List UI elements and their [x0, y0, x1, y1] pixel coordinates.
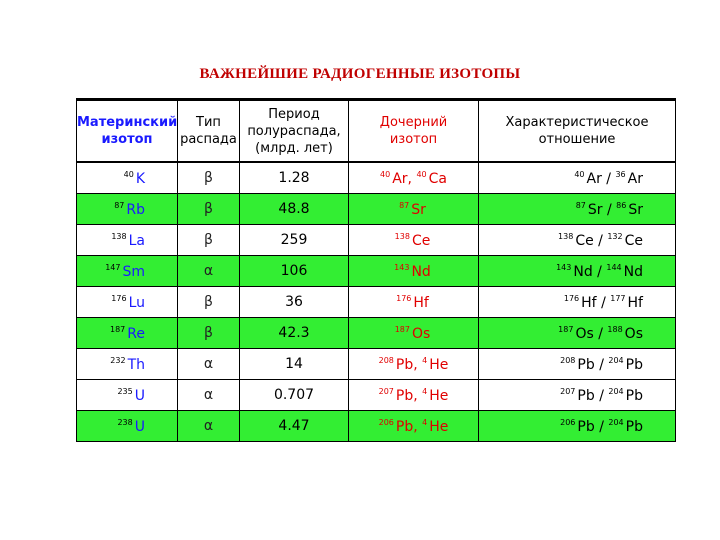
parent-isotope-cell — [77, 349, 178, 380]
half-life-value: 42.3 — [278, 325, 310, 341]
ratio-slash: / — [601, 170, 616, 187]
parent-element-symbol: K — [135, 170, 145, 187]
half-life-value: 106 — [280, 263, 308, 279]
header-ratio-line2: отношение — [538, 132, 616, 147]
ratio-cell — [479, 411, 676, 442]
parent-element-symbol: Lu — [128, 294, 145, 311]
ratio-slash: / — [593, 232, 608, 249]
ratio-den-symbol: Pb — [625, 387, 643, 404]
ratio-slash: / — [594, 356, 609, 373]
ratio-slash: / — [596, 294, 611, 311]
parent-element-symbol: Th — [127, 356, 145, 373]
decay-type-symbol: β — [204, 232, 213, 248]
decay-type-symbol: α — [203, 263, 214, 279]
ratio-den-symbol: Hf — [627, 294, 643, 311]
ratio-num-symbol: Pb — [577, 418, 595, 435]
daughter-mass-number: 187 — [394, 324, 410, 334]
ratio-cell — [479, 318, 676, 349]
ratio-den-mass-number: 132 — [607, 231, 623, 241]
daughter2-element-symbol: He — [429, 418, 449, 435]
table-row — [77, 318, 676, 349]
ratio-den-symbol: Pb — [625, 418, 643, 435]
half-life-cell — [240, 256, 349, 287]
parent-mass-number: 187 — [110, 324, 126, 334]
parent-isotope-cell — [77, 287, 178, 318]
header-characteristic-ratio — [479, 100, 676, 163]
isotope-table — [76, 98, 676, 442]
decay-type-cell — [178, 225, 240, 256]
parent-isotope-cell — [77, 411, 178, 442]
table-row — [77, 256, 676, 287]
ratio-den-mass-number: 36 — [615, 169, 626, 179]
parent-element-symbol: Sm — [122, 263, 145, 280]
ratio-slash: / — [592, 263, 607, 280]
half-life-cell — [240, 318, 349, 349]
ratio-num-mass-number: 187 — [558, 324, 574, 334]
ratio-cell — [479, 349, 676, 380]
parent-isotope-cell — [77, 194, 178, 225]
table-row — [77, 411, 676, 442]
half-life-value: 4.47 — [278, 418, 310, 434]
daughter-separator: , — [407, 170, 417, 187]
daughter2-mass-number: 4 — [422, 386, 428, 396]
decay-type-cell — [178, 380, 240, 411]
daughter-isotope-cell — [349, 349, 479, 380]
decay-type-symbol: β — [204, 201, 213, 217]
ratio-num-mass-number: 207 — [560, 386, 576, 396]
decay-type-cell — [178, 318, 240, 349]
parent-isotope-cell — [77, 225, 178, 256]
daughter-element-symbol: Ar — [392, 170, 408, 187]
ratio-den-mass-number: 144 — [606, 262, 622, 272]
daughter-mass-number: 206 — [378, 417, 394, 427]
ratio-num-mass-number: 143 — [556, 262, 572, 272]
table-row — [77, 162, 676, 194]
table-row — [77, 349, 676, 380]
ratio-num-mass-number: 87 — [575, 200, 586, 210]
half-life-cell — [240, 411, 349, 442]
ratio-num-mass-number: 176 — [563, 293, 580, 303]
parent-mass-number: 235 — [117, 386, 133, 396]
header-decay-line2: распада — [180, 132, 237, 147]
parent-mass-number: 40 — [123, 169, 134, 179]
daughter-mass-number: 87 — [399, 200, 410, 210]
half-life-value: 36 — [285, 294, 303, 310]
decay-type-symbol: α — [203, 418, 214, 434]
table-row — [77, 287, 676, 318]
decay-type-cell — [178, 256, 240, 287]
parent-mass-number: 147 — [105, 262, 121, 272]
daughter-separator: , — [413, 356, 423, 373]
header-row — [77, 100, 676, 163]
daughter-isotope-cell — [349, 318, 479, 349]
ratio-num-mass-number: 206 — [560, 417, 576, 427]
parent-isotope-cell — [77, 256, 178, 287]
parent-mass-number: 238 — [117, 417, 133, 427]
decay-type-cell — [178, 411, 240, 442]
daughter-mass-number: 208 — [378, 355, 394, 365]
parent-mass-number: 138 — [111, 231, 127, 241]
page-title: ВАЖНЕЙШИЕ РАДИОГЕННЫЕ ИЗОТОПЫ — [199, 66, 521, 82]
parent-element-symbol: U — [134, 418, 145, 435]
daughter-element-symbol: Ce — [411, 232, 431, 249]
half-life-cell — [240, 162, 349, 194]
daughter-separator: , — [413, 418, 423, 435]
daughter-mass-number: 176 — [396, 293, 412, 303]
ratio-den-symbol: Nd — [623, 263, 643, 280]
daughter-isotope-cell — [349, 194, 479, 225]
parent-element-symbol: La — [128, 232, 145, 249]
parent-element-symbol: Re — [127, 325, 145, 342]
ratio-slash: / — [594, 387, 609, 404]
daughter-element-symbol: Pb — [395, 387, 414, 404]
daughter-mass-number: 143 — [394, 262, 410, 272]
half-life-value: 259 — [280, 232, 308, 248]
ratio-num-symbol: Hf — [581, 294, 597, 311]
header-halflife-line3: (млрд. лет) — [255, 140, 333, 156]
daughter-separator: , — [413, 387, 423, 404]
daughter2-element-symbol: He — [429, 387, 449, 404]
ratio-den-mass-number: 204 — [608, 386, 624, 396]
ratio-den-mass-number: 204 — [608, 417, 624, 427]
daughter-isotope-cell — [349, 287, 479, 318]
ratio-cell — [479, 194, 676, 225]
ratio-cell — [479, 225, 676, 256]
ratio-num-mass-number: 138 — [558, 231, 574, 241]
ratio-cell — [479, 162, 676, 194]
header-half-life — [240, 100, 349, 163]
parent-isotope-cell — [77, 162, 178, 194]
header-decay-type — [178, 100, 240, 163]
daughter-mass-number: 40 — [380, 169, 391, 179]
half-life-cell — [240, 349, 349, 380]
decay-type-symbol: β — [204, 170, 213, 186]
daughter-element-symbol: Nd — [411, 263, 431, 280]
ratio-den-symbol: Sr — [628, 201, 643, 218]
half-life-value: 48.8 — [278, 201, 310, 217]
decay-type-cell — [178, 162, 240, 194]
header-halflife-line1: Период — [268, 106, 320, 122]
ratio-slash: / — [593, 325, 608, 342]
parent-mass-number: 176 — [111, 293, 127, 303]
header-ratio-line1: Характеристическое — [505, 115, 649, 130]
ratio-slash: / — [594, 418, 609, 435]
daughter-element-symbol: Sr — [411, 201, 426, 218]
decay-type-symbol: β — [204, 294, 213, 310]
table-row — [77, 225, 676, 256]
ratio-num-symbol: Sr — [587, 201, 603, 218]
daughter-isotope-cell — [349, 225, 479, 256]
parent-element-symbol: Rb — [126, 201, 145, 218]
header-daughter-line2: изотоп — [389, 132, 438, 147]
daughter-isotope-cell — [349, 256, 479, 287]
daughter2-mass-number: 4 — [422, 355, 428, 365]
header-parent-line1: Материнский — [77, 115, 178, 130]
ratio-num-symbol: Nd — [573, 263, 593, 280]
ratio-num-symbol: Ar — [586, 170, 602, 187]
ratio-den-symbol: Ce — [624, 232, 643, 249]
header-daughter-line1: Дочерний — [379, 115, 448, 130]
daughter-isotope-cell — [349, 380, 479, 411]
decay-type-cell — [178, 349, 240, 380]
table-row — [77, 194, 676, 225]
daughter2-mass-number: 4 — [422, 417, 428, 427]
header-daughter-isotope — [349, 100, 479, 163]
ratio-den-mass-number: 86 — [616, 200, 627, 210]
half-life-value: 14 — [285, 356, 303, 372]
ratio-num-symbol: Os — [575, 325, 594, 342]
header-parent-line2: изотоп — [101, 132, 153, 147]
decay-type-symbol: α — [203, 356, 214, 372]
header-parent-isotope — [77, 100, 178, 163]
ratio-den-mass-number: 204 — [608, 355, 624, 365]
ratio-num-mass-number: 40 — [574, 169, 585, 179]
half-life-cell — [240, 287, 349, 318]
parent-isotope-cell — [77, 380, 178, 411]
ratio-num-symbol: Ce — [575, 232, 594, 249]
daughter-element-symbol: Hf — [413, 294, 429, 311]
parent-mass-number: 232 — [110, 355, 126, 365]
ratio-slash: / — [602, 201, 617, 218]
daughter2-mass-number: 40 — [416, 169, 427, 179]
ratio-den-symbol: Pb — [625, 356, 643, 373]
daughter-isotope-cell — [349, 162, 479, 194]
daughter-element-symbol: Os — [411, 325, 431, 342]
ratio-den-mass-number: 188 — [607, 324, 623, 334]
parent-element-symbol: U — [134, 387, 145, 404]
ratio-num-mass-number: 208 — [560, 355, 576, 365]
decay-type-cell — [178, 287, 240, 318]
daughter-mass-number: 138 — [394, 231, 410, 241]
ratio-cell — [479, 256, 676, 287]
daughter-element-symbol: Pb — [395, 356, 414, 373]
ratio-num-symbol: Pb — [577, 387, 595, 404]
header-decay-line1: Тип — [196, 115, 221, 130]
half-life-cell — [240, 225, 349, 256]
half-life-value: 0.707 — [273, 387, 315, 403]
ratio-cell — [479, 380, 676, 411]
daughter2-element-symbol: He — [429, 356, 449, 373]
daughter2-element-symbol: Ca — [428, 170, 447, 187]
daughter-mass-number: 207 — [378, 386, 394, 396]
parent-mass-number: 87 — [114, 200, 125, 210]
ratio-cell — [479, 287, 676, 318]
half-life-value: 1.28 — [278, 170, 310, 186]
parent-isotope-cell — [77, 318, 178, 349]
daughter-element-symbol: Pb — [395, 418, 414, 435]
ratio-den-symbol: Os — [624, 325, 643, 342]
header-halflife-line2: полураспада, — [247, 123, 341, 139]
ratio-den-symbol: Ar — [627, 170, 643, 187]
ratio-den-mass-number: 177 — [610, 293, 626, 303]
table-row — [77, 380, 676, 411]
half-life-cell — [240, 380, 349, 411]
ratio-num-symbol: Pb — [577, 356, 595, 373]
half-life-cell — [240, 194, 349, 225]
decay-type-cell — [178, 194, 240, 225]
decay-type-symbol: β — [204, 325, 213, 341]
daughter-isotope-cell — [349, 411, 479, 442]
decay-type-symbol: α — [203, 387, 214, 403]
